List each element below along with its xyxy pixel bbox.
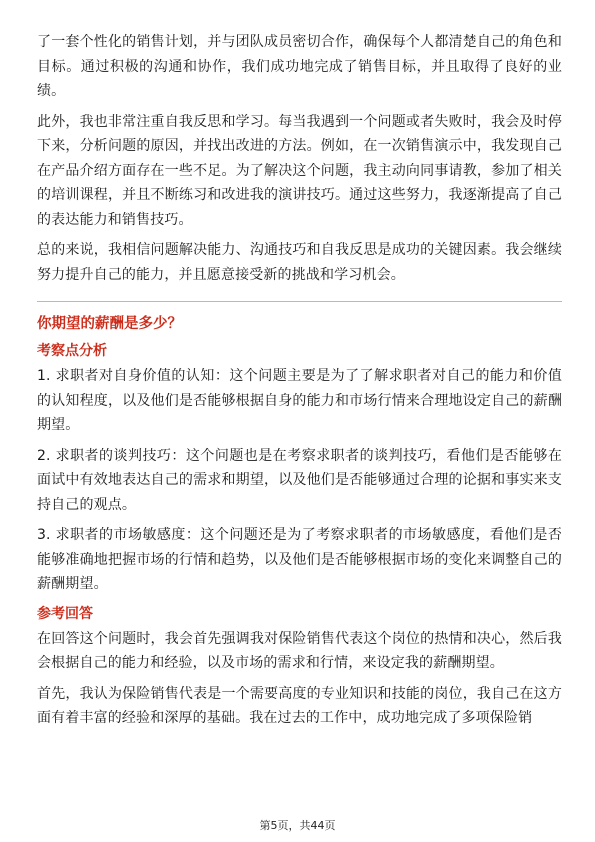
analysis-item: 1. 求职者对自身价值的认知：这个问题主要是为了了解求职者对自己的能力和价值的认知程度，以及他们是否能够根据自身的能力和市场行情来合理地设定自己的薪酬期望。 (37, 368, 562, 433)
reference-paragraph: 在回答这个问题时，我会首先强调我对保险销售代表这个岗位的热情和决心，然后我会根据自己的能力和经验，以及市场的需求和行情，来设定我的薪酬期望。 (37, 630, 562, 671)
section-divider (37, 301, 562, 302)
analysis-item: 2. 求职者的谈判技巧：这个问题也是在考察求职者的谈判技巧，看他们是否能够在面试中有效地表达自己的需求和期望，以及他们是否能够通过合理的论据和事实来支持自己的观点。 (37, 447, 562, 513)
body-paragraph: 了一套个性化的销售计划，并与团队成员密切合作，确保每个人都清楚自己的角色和目标。通过积极的沟通和协作，我们成功地完成了销售目标，并且取得了良好的业绩。 (37, 34, 562, 99)
page-number: 第5页，共44页 (259, 819, 336, 832)
analysis-item: 3. 求职者的市场敏感度：这个问题还是为了考察求职者的市场敏感度，看他们是否能够准确地把握市场的行情和趋势，以及他们是否能够根据市场的变化来调整自己的薪酬期望。 (37, 527, 562, 592)
page-content (37, 30, 562, 737)
body-paragraph: 此外，我也非常注重自我反思和学习。每当我遇到一个问题或者失败时，我会及时停下来，分析问题的原因，并找出改进的方法。例如，在一次销售演示中，我发现自己在产品介绍方面存在一些不足。为了解决这个问题，我主动向同事请教，参加了相关的培训课程，并且不断练习和改进我的演讲技巧。通过这些努力，我逐渐提高了自己的表达能力和销售技巧。 (37, 113, 562, 228)
question-heading: 你期望的薪酬是多少？ (37, 316, 182, 332)
reference-heading: 参考回答 (37, 605, 93, 622)
analysis-heading: 考察点分析 (37, 343, 107, 359)
reference-paragraph: 首先，我认为保险销售代表是一个需要高度的专业知识和技能的岗位，我自己在这方面有着丰富的经验和深厚的基础。我在过去的工作中，成功地完成了多项保险销 (37, 685, 562, 726)
body-paragraph: 总的来说，我相信问题解决能力、沟通技巧和自我反思是成功的关键因素。我会继续努力提升自己的能力，并且愿意接受新的挑战和学习机会。 (37, 242, 562, 283)
